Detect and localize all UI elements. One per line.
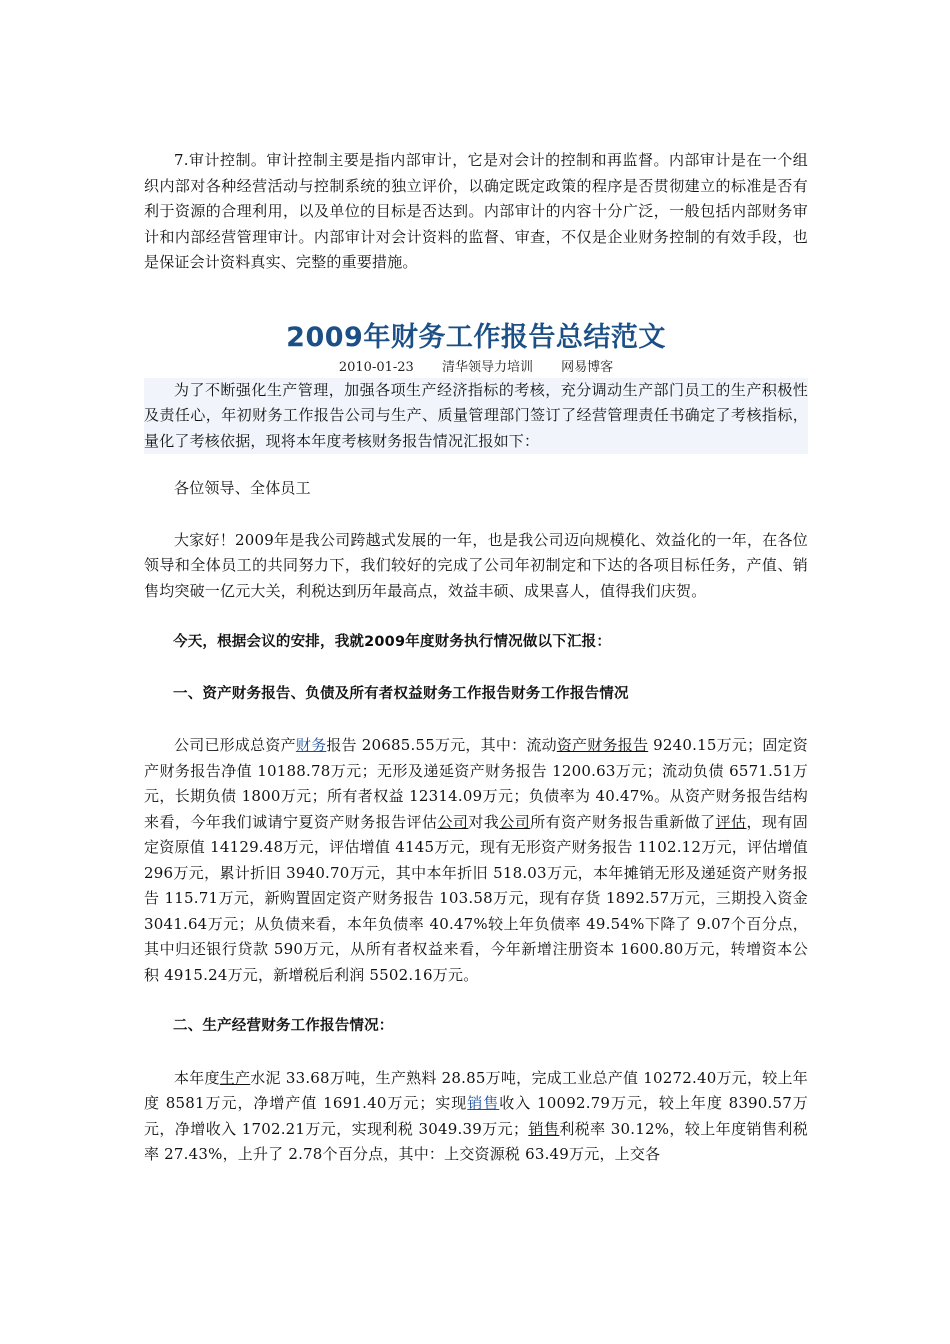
asset-report-link[interactable]: 资产财务报告: [556, 736, 649, 754]
article-author: 清华领导力培训: [441, 359, 533, 375]
report-intro: 今天，根据会议的安排，我就2009年度财务执行情况做以下汇报：: [173, 634, 612, 650]
article-source: 网易博客: [561, 359, 614, 375]
sales-link[interactable]: 销售: [467, 1094, 500, 1112]
company-link-2[interactable]: 公司: [499, 812, 531, 831]
article-date: 2010-01-23: [338, 359, 414, 375]
text-run: 公司已形成总资产: [174, 736, 296, 754]
text-run: ，现有固定资原值 14129.48万元，评估增值 4145万元，现有无形资产财务报告 1102.12万元，评估增值 296万元，累计折旧 3940.70万元，其中本年折旧 518.03万元，本年摊销无形及递延资产财务报告 115.71万元，新购置固定资产财务报告 103.58万元，现有存货 1892.57万元，三期投入资金 3041.64万元；从负债来看，本年负债率 40.47%较上年负债率 49.54%下降了 9.07个百分点，其中归还银行贷款 590万元，从所有者权益来看，今年新增注册资本 1600.80万元，转增资本公积 4915.24万元，新增税后利润 5502.16万元。: [144, 812, 809, 984]
section-2-paragraph: [144, 1066, 808, 1168]
sales-link-2[interactable]: 销售: [528, 1119, 560, 1138]
section-1-heading: 一、资产财务报告、负债及所有者权益财务工作报告财务工作报告情况: [173, 685, 629, 702]
text-run: 所有资产财务报告重新做了: [530, 812, 716, 831]
text-run: 利税率 30.12%，较上年度销售利税率 27.43%，上升了 2.78个百分点，其中：上交资源税 63.49万元，上交各: [144, 1119, 809, 1163]
finance-link[interactable]: 财务: [295, 736, 327, 754]
evaluation-link[interactable]: 评估: [715, 812, 747, 831]
salutation: 各位领导、全体员工: [174, 479, 311, 497]
document-page: [144, 148, 808, 1168]
text-run: 报告 20685.55万元，其中：流动: [326, 736, 557, 754]
production-link[interactable]: 生产: [219, 1068, 251, 1087]
text-run: 对我: [468, 812, 500, 831]
audit-control-paragraph: 7.审计控制。审计控制主要是指内部审计，它是对会计的控制和再监督。内部审计是在一个组织内部对各种经营活动与控制系统的独立评价，以确定既定政策的程序是否贯彻建立的标准是否有利于资源的合理利用，以及单位的目标是否达到。内部审计的内容十分广泛，一般包括内部财务审计和内部经营管理审计。内部审计对会计资料的监督、审查，不仅是企业财务控制的有效手段，也是保证会计资料真实、完整的重要措施。: [144, 151, 808, 271]
lead-paragraph: 为了不断强化生产管理，加强各项生产经济指标的考核，充分调动生产部门员工的生产积极性及责任心，年初财务工作报告公司与生产、质量管理部门签订了经营管理责任书确定了考核指标，量化了考核依据，现将本年度考核财务报告情况汇报如下：: [144, 378, 808, 455]
article-meta: [144, 358, 808, 378]
text-run: 本年度: [174, 1068, 220, 1087]
text-run: 水泥 33.68万吨，生产熟料 28.85万吨，完成工业总产值 10272.40万元，较上年度 8581万元，净增产值 1691.40万元；实现: [144, 1068, 808, 1112]
section-1-paragraph: [144, 733, 808, 988]
text-run: 9240.15万元；固定资产财务报告净值 10188.78万元；无形及递延资产财务报告 1200.63万元；流动负债 6571.51万元，长期负债 1800万元；所有者权益 12314.09万元；负债率为 40.47%。从资产财务报告结构来看，今年我们诚请宁夏资产财务报告评估: [144, 736, 808, 831]
text-run: 收入 10092.79万元，较上年度 8390.57万元，净增收入 1702.21万元，实现利税 3049.39万元；: [144, 1094, 808, 1138]
article-title: 2009年财务工作报告总结范文: [286, 321, 666, 353]
greeting-paragraph: 大家好！2009年是我公司跨越式发展的一年，也是我公司迈向规模化、效益化的一年，在各位领导和全体员工的共同努力下，我们较好的完成了公司年初制定和下达的各项目标任务，产值、销售均突破一亿元大关，利税达到历年最高点，效益丰硕、成果喜人，值得我们庆贺。: [144, 530, 808, 600]
company-link[interactable]: 公司: [437, 812, 469, 831]
section-2-heading: 二、生产经营财务工作报告情况：: [173, 1018, 394, 1034]
